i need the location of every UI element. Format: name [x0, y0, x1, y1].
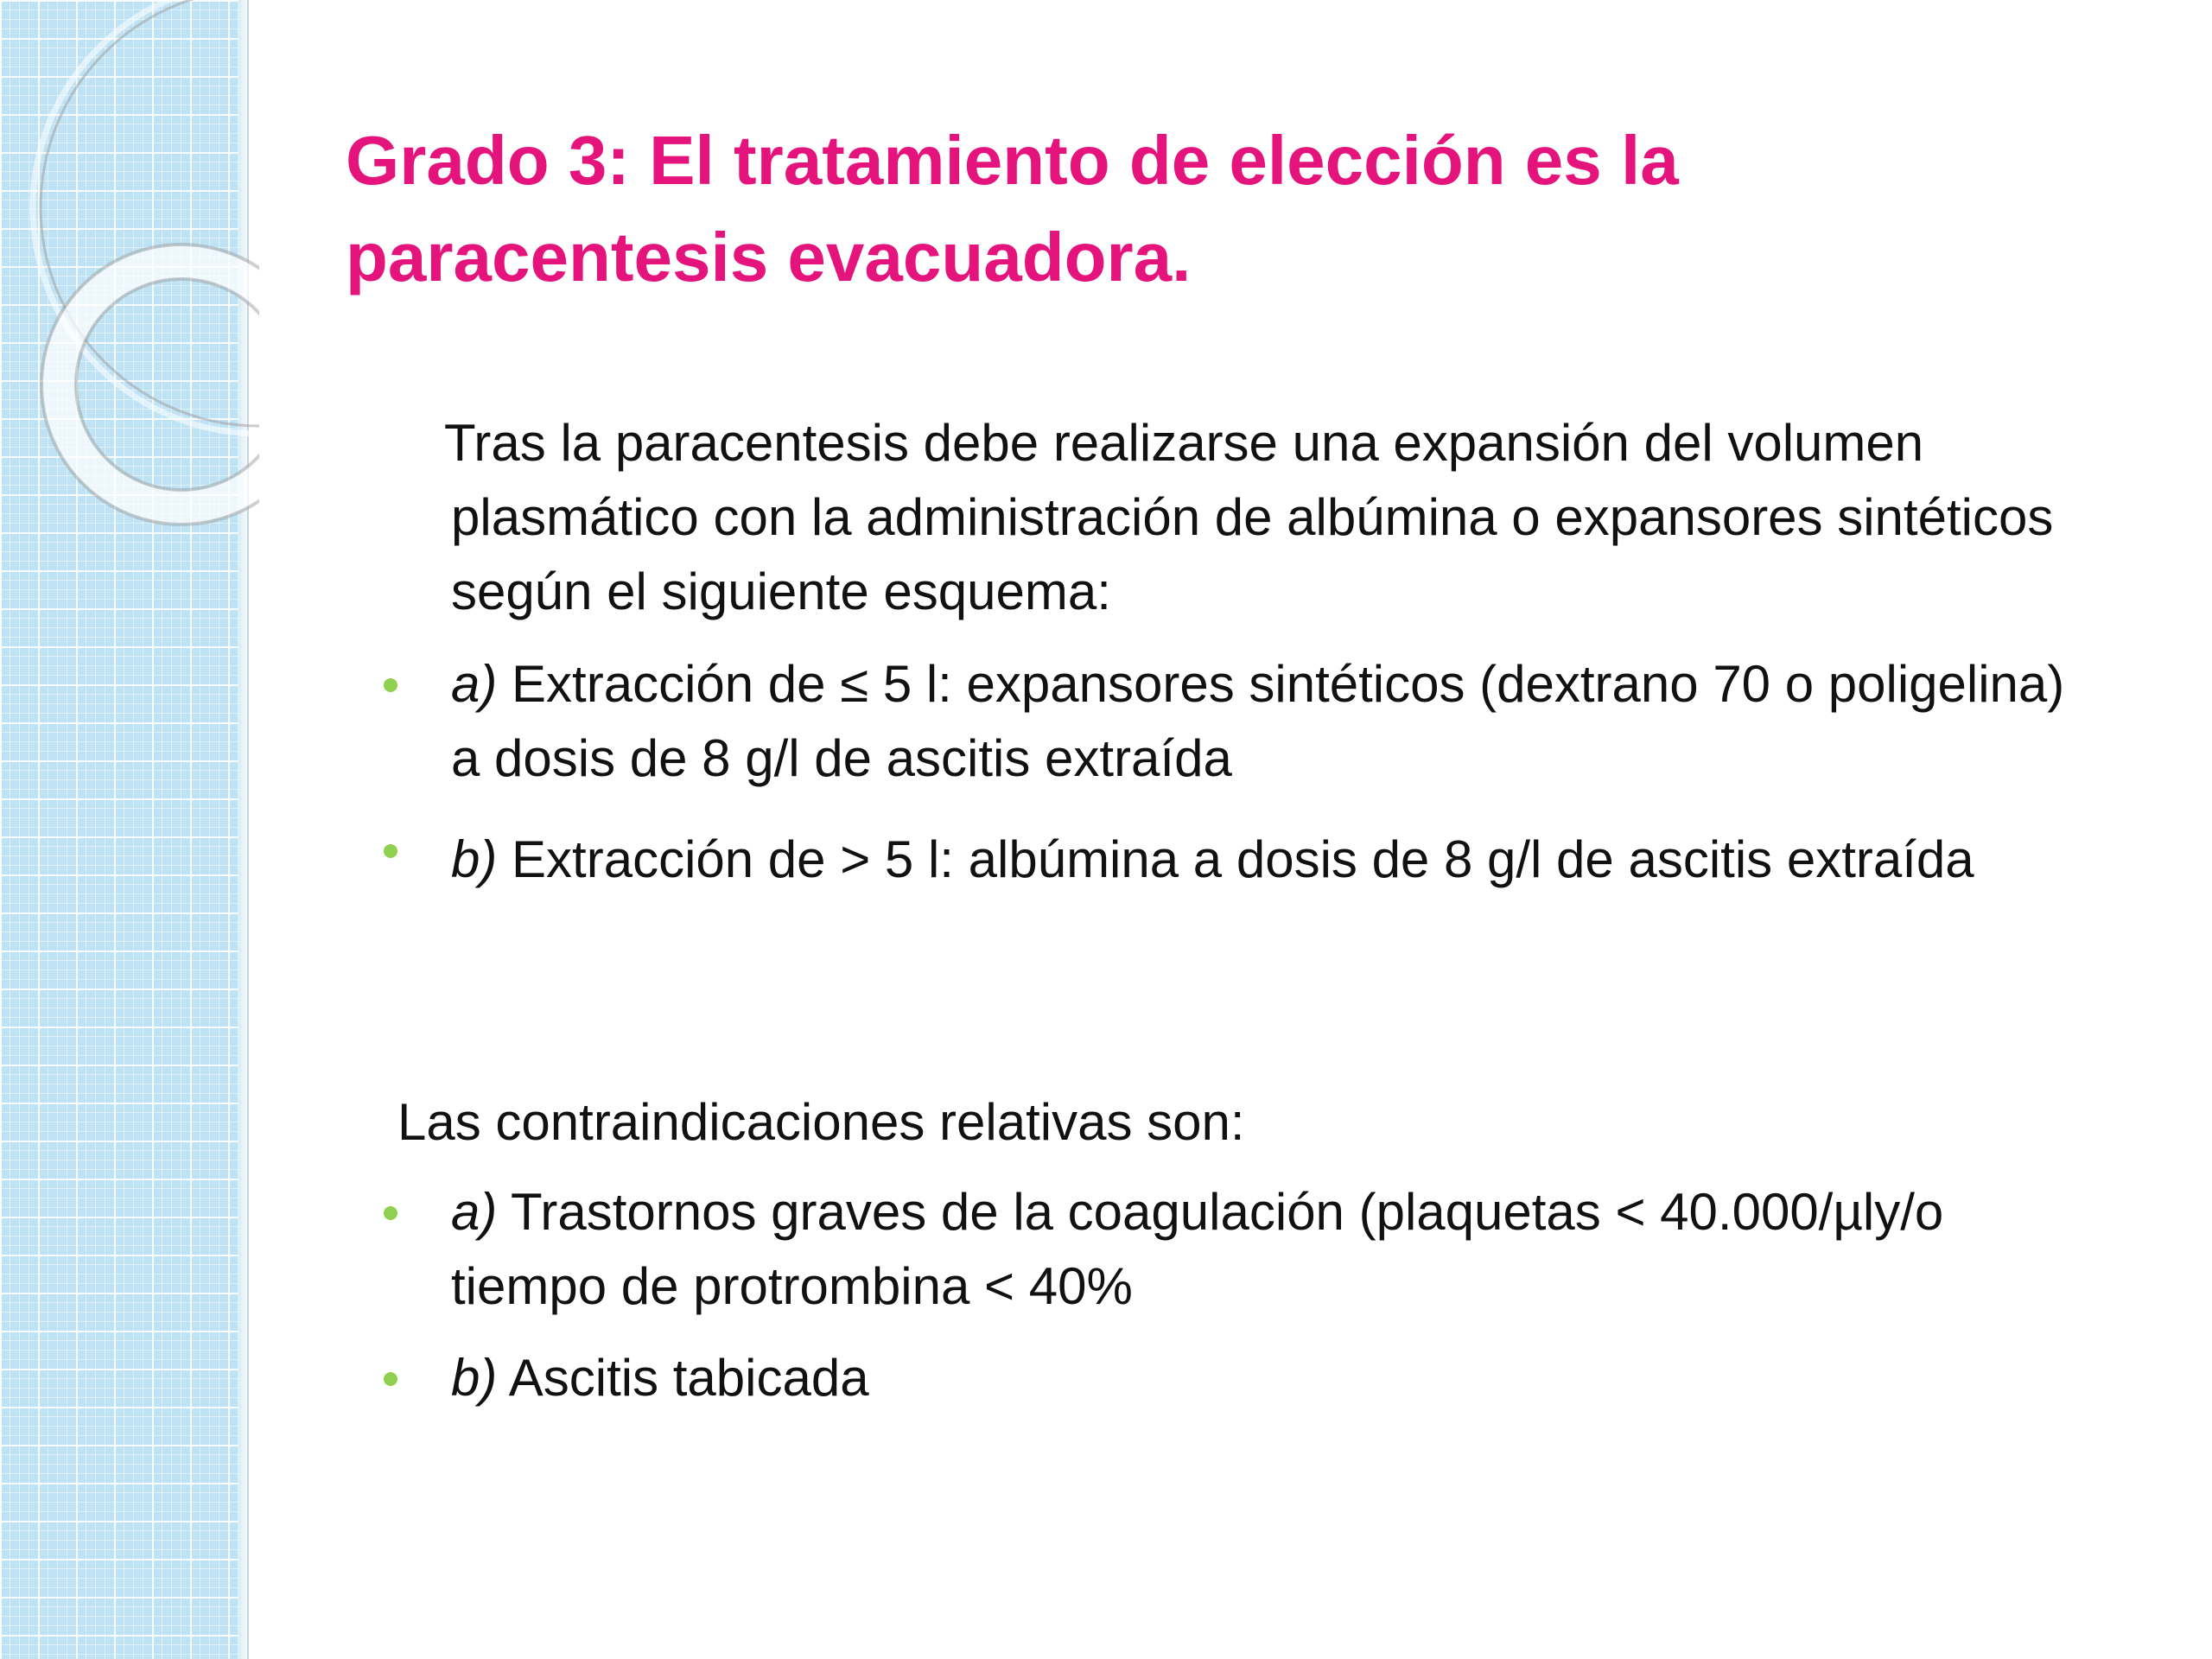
contraindications-heading: Las contraindicaciones relativas son:: [397, 1093, 1245, 1151]
item-marker: a): [451, 655, 498, 713]
contraindications-list: [380, 1175, 2091, 1415]
item-marker: a): [451, 1183, 498, 1241]
green-bullet-icon: [384, 844, 397, 858]
scheme-item-b: [380, 813, 2091, 906]
item-text: Extracción de > 5 l: albúmina a dosis de 8 g/l de ascitis extraída: [497, 830, 1974, 888]
contraindication-item-a: [380, 1175, 2091, 1324]
expansion-scheme-list: [380, 647, 2091, 906]
contraindication-item-b: [380, 1341, 2091, 1415]
scheme-item-a: [380, 647, 2091, 796]
item-marker: b): [451, 1349, 498, 1407]
green-bullet-icon: [384, 678, 397, 692]
item-text: Trastornos graves de la coagulación (plaquetas < 40.000/µly/o tiempo de protrombina < 40%: [451, 1183, 1944, 1315]
item-marker: b): [451, 830, 498, 888]
green-bullet-icon: [384, 1206, 397, 1220]
slide-title: Grado 3: El tratamiento de elección es la paracentesis evacuadora.: [346, 122, 1679, 296]
small-ring: [59, 262, 259, 507]
decorative-rings: [0, 0, 259, 553]
green-bullet-icon: [384, 1372, 397, 1386]
item-text: Extracción de ≤ 5 l: expansores sintéticos (dextrano 70 o poligelina) a dosis de 8 g/l de ascitis extraída: [451, 655, 2065, 787]
intro-paragraph: Tras la paracentesis debe realizarse una expansión del volumen plasmático con la administración de albúmina o expansores sintéticos según el siguiente esquema:: [444, 414, 2054, 620]
item-text: Ascitis tabicada: [497, 1349, 869, 1407]
